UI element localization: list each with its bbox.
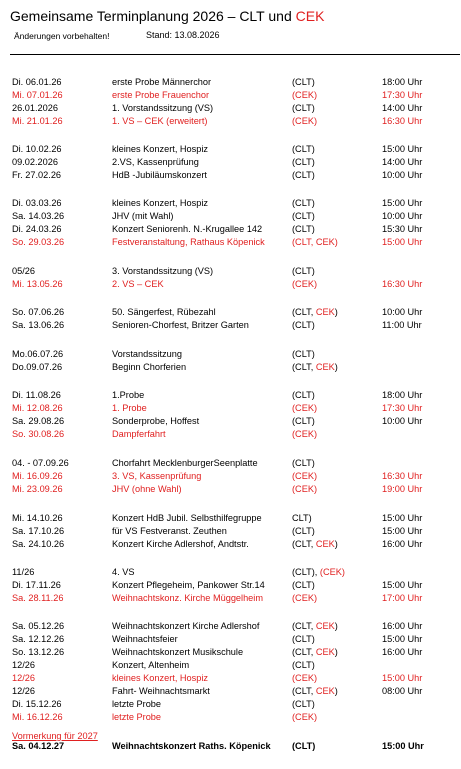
schedule-row	[0, 512, 461, 525]
row-group: (CLT)	[292, 211, 315, 221]
stand-date: Stand: 13.08.2026	[146, 30, 220, 40]
row-event: JHV (mit Wahl)	[112, 211, 174, 221]
row-group: (CEK)	[292, 279, 318, 289]
group-clt: (CLT,	[292, 362, 316, 372]
title-cek: CEK	[295, 8, 325, 24]
row-time: 15:00 Uhr	[382, 144, 423, 154]
row-group	[292, 646, 338, 659]
row-event: 1. VS – CEK (erweitert)	[112, 116, 208, 126]
schedule-row	[0, 415, 461, 428]
schedule-row	[0, 265, 461, 278]
row-time: 15:00 Uhr	[382, 237, 423, 247]
row-event: erste Probe Frauenchor	[112, 90, 210, 100]
row-time: 10:00 Uhr	[382, 307, 423, 317]
title-main: Gemeinsame Terminplanung 2026 – CLT und	[10, 8, 296, 24]
row-time: 10:00 Uhr	[382, 416, 423, 426]
row-group: (CLT)	[292, 320, 315, 330]
row-date: So. 13.12.26	[12, 647, 65, 657]
row-event: Weihnachtsfeier	[112, 634, 178, 644]
row-time: 08:00 Uhr	[382, 686, 423, 696]
row-date: Mi. 13.05.26	[12, 279, 63, 289]
schedule-row	[0, 143, 461, 156]
row-time: 15:00 Uhr	[382, 526, 423, 536]
row-event: kleines Konzert, Hospiz	[112, 144, 209, 154]
row-date: Sa. 05.12.26	[12, 621, 65, 631]
row-date: 12/26	[12, 673, 35, 683]
row-date: 09.02.2026	[12, 157, 58, 167]
row-date: Di. 24.03.26	[12, 224, 62, 234]
schedule-row	[0, 169, 461, 182]
row-date: Sa. 28.11.26	[12, 593, 64, 603]
row-time: 15:00 Uhr	[382, 198, 423, 208]
row-date: 04. - 07.09.26	[12, 458, 69, 468]
row-time: 14:00 Uhr	[382, 157, 423, 167]
row-event: Konzert Kirche Adlershof, Andtstr.	[112, 539, 249, 549]
row-event: letzte Probe	[112, 699, 162, 709]
row-date: So. 30.08.26	[12, 429, 65, 439]
row-date: Mi. 23.09.26	[12, 484, 63, 494]
row-event: Konzert, Altenheim	[112, 660, 190, 670]
row-date: 11/26	[12, 567, 35, 577]
row-time: 16:00 Uhr	[382, 621, 423, 631]
row-date: Sa. 13.06.26	[12, 320, 65, 330]
row-event: Fahrt- Weihnachtsmarkt	[112, 686, 210, 696]
row-date: Mi. 16.09.26	[12, 471, 63, 481]
row-time: 15:00 Uhr	[382, 513, 423, 523]
row-date: Mi. 12.08.26	[12, 403, 63, 413]
row-date: Sa. 17.10.26	[12, 526, 65, 536]
row-date: 12/26	[12, 660, 35, 670]
schedule-row	[0, 633, 461, 646]
row-date: Mi. 14.10.26	[12, 513, 63, 523]
schedule-row	[0, 306, 461, 319]
row-group: (CLT)	[292, 170, 315, 180]
schedule-row	[0, 672, 461, 685]
row-group: (CLT)	[292, 224, 315, 234]
group-cek: CEK	[315, 539, 335, 549]
row-event: Weihnachtskonzert Raths. Köpenick	[112, 741, 271, 751]
group-cek: CEK	[315, 686, 335, 696]
schedule-row	[0, 592, 461, 605]
row-date: Sa. 04.12.27	[12, 741, 65, 751]
row-event: 3. Vorstandssitzung (VS)	[112, 266, 214, 276]
row-event: letzte Probe	[112, 712, 162, 722]
schedule-row	[0, 457, 461, 470]
group-cek: CEK	[315, 621, 335, 631]
row-event: für VS Festveranst. Zeuthen	[112, 526, 227, 536]
row-event: Weihnachtskonzert Musikschule	[112, 647, 244, 657]
row-group	[292, 685, 338, 698]
row-event: Chorfahrt MecklenburgerSeenplatte	[112, 458, 258, 468]
group-cek: CEK	[315, 647, 335, 657]
schedule-row	[0, 89, 461, 102]
row-group: (CLT)	[292, 458, 315, 468]
row-group: (CLT, CEK)	[292, 237, 338, 247]
schedule-row	[0, 361, 461, 374]
row-event: Konzert HdB Jubil. Selbsthilfegruppe	[112, 513, 262, 523]
schedule-row	[0, 525, 461, 538]
row-event: HdB -Jubiläumskonzert	[112, 170, 207, 180]
row-event: Weihnachtskonz. Kirche Müggelheim	[112, 593, 263, 603]
schedule-row	[0, 389, 461, 402]
schedule-row	[0, 740, 461, 753]
row-event: 1. Vorstandssitzung (VS)	[112, 103, 214, 113]
schedule-row	[0, 483, 461, 496]
row-group: (CEK)	[292, 403, 318, 413]
row-event: Senioren-Chorfest, Britzer Garten	[112, 320, 249, 330]
schedule-row	[0, 620, 461, 633]
schedule-row	[0, 115, 461, 128]
row-date: Di. 06.01.26	[12, 77, 62, 87]
group-close: )	[334, 647, 338, 657]
row-group: (CEK)	[292, 484, 318, 494]
row-date: Mi. 16.12.26	[12, 712, 63, 722]
group-clt: (CLT,	[292, 539, 316, 549]
group-close: )	[334, 307, 338, 317]
row-time: 18:00 Uhr	[382, 390, 423, 400]
row-time: 17:00 Uhr	[382, 593, 423, 603]
row-time: 16:30 Uhr	[382, 279, 423, 289]
group-clt: (CLT,	[292, 686, 316, 696]
group-cek: (CEK)	[319, 567, 345, 577]
row-date: Sa. 24.10.26	[12, 539, 65, 549]
schedule-row	[0, 470, 461, 483]
row-date: 26.01.2026	[12, 103, 58, 113]
schedule-row	[0, 76, 461, 89]
schedule-row	[0, 223, 461, 236]
row-group: (CEK)	[292, 429, 318, 439]
row-date: Sa. 29.08.26	[12, 416, 65, 426]
row-event: 2. VS – CEK	[112, 279, 164, 289]
row-group: (CLT)	[292, 580, 315, 590]
row-date: Di. 03.03.26	[12, 198, 62, 208]
row-time: 11:00 Uhr	[382, 320, 422, 330]
vormerkung-2027: Vormerkung für 2027	[12, 731, 98, 741]
row-group: (CLT)	[292, 266, 315, 276]
row-event: Dampferfahrt	[112, 429, 166, 439]
row-group: (CEK)	[292, 712, 318, 722]
row-group: (CEK)	[292, 673, 318, 683]
row-event: erste Probe Männerchor	[112, 77, 212, 87]
row-date: So. 29.03.26	[12, 237, 65, 247]
row-group: (CEK)	[292, 471, 318, 481]
schedule-row	[0, 210, 461, 223]
row-group: (CLT)	[292, 103, 315, 113]
row-group: (CLT)	[292, 198, 315, 208]
row-time: 17:30 Uhr	[382, 403, 423, 413]
row-group	[292, 620, 338, 633]
group-cek: CEK	[315, 307, 335, 317]
row-group	[292, 538, 338, 551]
schedule-row	[0, 348, 461, 361]
row-date: 12/26	[12, 686, 35, 696]
schedule-row	[0, 566, 461, 579]
group-cek: CEK	[315, 362, 335, 372]
schedule-row	[0, 319, 461, 332]
row-group: (CEK)	[292, 593, 318, 603]
row-time: 14:00 Uhr	[382, 103, 423, 113]
row-group: (CLT)	[292, 699, 315, 709]
row-event: Konzert Pflegeheim, Pankower Str.14	[112, 580, 265, 590]
row-time: 16:00 Uhr	[382, 539, 423, 549]
row-group: (CEK)	[292, 90, 318, 100]
row-group: (CLT)	[292, 526, 315, 536]
row-event: Vorstandssitzung	[112, 349, 182, 359]
row-group: (CLT)	[292, 77, 315, 87]
schedule-row	[0, 538, 461, 551]
group-clt: (CLT,	[292, 307, 316, 317]
row-date: Fr. 27.02.26	[12, 170, 62, 180]
row-time: 19:00 Uhr	[382, 484, 423, 494]
row-event: Sonderprobe, Hoffest	[112, 416, 200, 426]
row-group: (CLT)	[292, 144, 315, 154]
row-date: Di. 11.08.26	[12, 390, 61, 400]
row-date: Mi. 21.01.26	[12, 116, 63, 126]
schedule-row	[0, 236, 461, 249]
schedule-row	[0, 197, 461, 210]
row-group: (CLT)	[292, 390, 315, 400]
row-time: 17:30 Uhr	[382, 90, 423, 100]
group-close: )	[334, 362, 338, 372]
schedule-row	[0, 278, 461, 291]
row-event: kleines Konzert, Hospiz	[112, 198, 209, 208]
row-time: 15:00 Uhr	[382, 673, 423, 683]
group-close: )	[334, 686, 338, 696]
row-event: 1.Probe	[112, 390, 145, 400]
row-event: 50. Sängerfest, Rübezahl	[112, 307, 216, 317]
row-date: Di. 17.11.26	[12, 580, 61, 590]
changes-note: Änderungen vorbehalten!	[14, 31, 110, 41]
row-group: (CLT)	[292, 660, 315, 670]
row-time: 10:00 Uhr	[382, 170, 423, 180]
row-group	[292, 566, 345, 579]
row-event: 4. VS	[112, 567, 135, 577]
row-date: Di. 10.02.26	[12, 144, 62, 154]
row-date: Di. 15.12.26	[12, 699, 62, 709]
row-group: CLT)	[292, 513, 312, 523]
row-date: Sa. 14.03.26	[12, 211, 65, 221]
row-date: So. 07.06.26	[12, 307, 65, 317]
row-group	[292, 361, 338, 374]
row-time: 15:00 Uhr	[382, 741, 424, 751]
row-time: 16:30 Uhr	[382, 471, 423, 481]
row-time: 10:00 Uhr	[382, 211, 423, 221]
row-date: Mi. 07.01.26	[12, 90, 63, 100]
schedule-row	[0, 156, 461, 169]
group-clt: (CLT,	[292, 647, 316, 657]
row-event: Festveranstaltung, Rathaus Köpenick	[112, 237, 265, 247]
group-clt: (CLT,	[292, 621, 316, 631]
row-event: Konzert Seniorenh. N.-Krugallee 142	[112, 224, 263, 234]
row-event: 1. Probe	[112, 403, 147, 413]
row-date: 05/26	[12, 266, 35, 276]
schedule-row	[0, 698, 461, 711]
schedule-row	[0, 646, 461, 659]
row-event: JHV (ohne Wahl)	[112, 484, 182, 494]
row-date: Do.09.07.26	[12, 362, 63, 372]
row-group	[292, 306, 338, 319]
row-group: (CLT)	[292, 157, 315, 167]
row-event: 2.VS, Kassenprüfung	[112, 157, 199, 167]
row-group: (CLT)	[292, 634, 315, 644]
group-close: )	[334, 621, 338, 631]
schedule-row	[0, 428, 461, 441]
schedule-row	[0, 711, 461, 724]
group-close: )	[334, 539, 338, 549]
row-date: Mo.06.07.26	[12, 349, 64, 359]
row-date: Sa. 12.12.26	[12, 634, 65, 644]
row-event: Weihnachtskonzert Kirche Adlershof	[112, 621, 260, 631]
row-event: 3. VS, Kassenprüfung	[112, 471, 202, 481]
row-time: 15:30 Uhr	[382, 224, 423, 234]
row-time: 16:00 Uhr	[382, 647, 423, 657]
row-time: 15:00 Uhr	[382, 580, 423, 590]
row-event: Beginn Chorferien	[112, 362, 187, 372]
row-time: 18:00 Uhr	[382, 77, 423, 87]
row-group: (CLT)	[292, 349, 315, 359]
row-event: kleines Konzert, Hospiz	[112, 673, 209, 683]
schedule-row	[0, 579, 461, 592]
schedule-row	[0, 659, 461, 672]
schedule-row	[0, 102, 461, 115]
schedule-row	[0, 402, 461, 415]
group-clt: (CLT),	[292, 567, 320, 577]
row-time: 15:00 Uhr	[382, 634, 423, 644]
row-group: (CLT)	[292, 416, 315, 426]
row-time: 16:30 Uhr	[382, 116, 423, 126]
row-group: (CEK)	[292, 116, 318, 126]
schedule-row	[0, 685, 461, 698]
row-group: (CLT)	[292, 741, 316, 751]
